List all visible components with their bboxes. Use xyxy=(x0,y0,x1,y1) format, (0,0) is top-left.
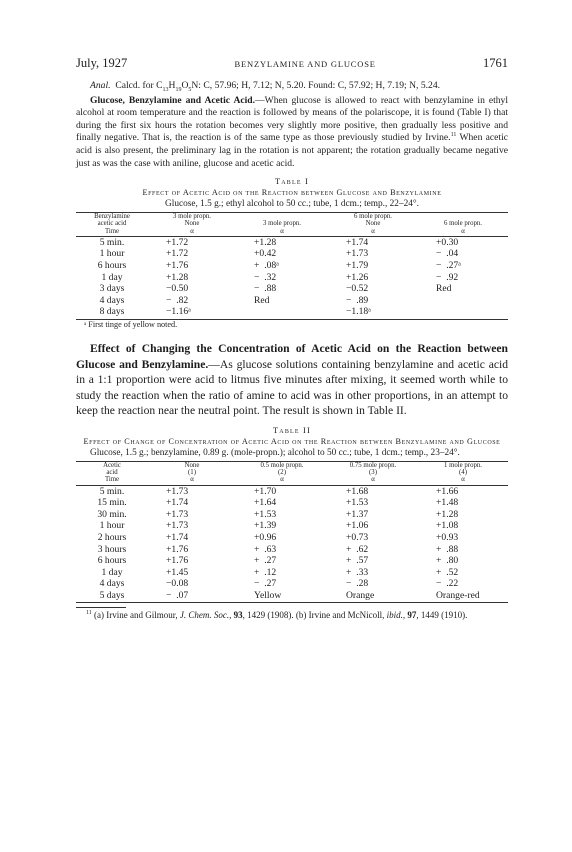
analysis-label: Anal. xyxy=(90,80,111,91)
formula-sub: 19 xyxy=(175,86,182,93)
formula-h: H xyxy=(168,80,176,91)
table2-label: Table II xyxy=(272,425,312,435)
formula-n: N: xyxy=(191,80,201,91)
rotation-cell: Yellow xyxy=(254,590,282,602)
rotation-cell: +1.68 xyxy=(346,485,369,497)
rotation-cell: −0.52 xyxy=(346,283,369,295)
table2-col-header: Acetic acid Time xyxy=(103,462,121,484)
rotation-cell: +1.37 xyxy=(346,508,369,520)
table1-col-header: 6 mole propn. α xyxy=(444,220,482,235)
footnote xyxy=(76,610,508,621)
rotation-cell: −1.18ᵃ xyxy=(346,306,371,318)
formula-sub: 13 xyxy=(162,86,169,93)
table1-conditions: Glucose, 1.5 g.; ethyl alcohol to 50 cc.; tube, 1 dcm.; temp., 22–24°. xyxy=(165,198,419,209)
header-title: BENZYLAMINE AND GLUCOSE xyxy=(234,59,376,69)
rotation-cell: +1.79 xyxy=(346,260,369,272)
rotation-cell: +1.06 xyxy=(346,520,369,532)
time-cell: 8 days xyxy=(99,306,125,318)
rotation-cell: + .27 xyxy=(254,555,277,567)
time-cell: 6 hours xyxy=(97,555,127,567)
rotation-cell: − .27ᵃ xyxy=(436,260,461,272)
table1-row xyxy=(76,260,508,272)
rotation-cell: +1.28 xyxy=(436,508,459,520)
rotation-cell: − .28 xyxy=(346,578,369,590)
rotation-cell: Red xyxy=(254,294,270,306)
table1-col-header: 3 mole propn. α xyxy=(263,220,301,235)
table2-row xyxy=(76,590,508,602)
rotation-cell: +1.76 xyxy=(166,555,189,567)
table2-row xyxy=(76,544,508,556)
section1-heading: Glucose, Benzylamine and Acetic Acid. xyxy=(90,94,256,106)
header-date: July, 1927 xyxy=(76,56,128,70)
time-cell: 1 hour xyxy=(99,248,125,260)
table1-col-header: Benzylamine acetic acid Time xyxy=(94,213,130,235)
footnote-volume: 97 xyxy=(407,609,417,620)
rotation-cell: +0.96 xyxy=(254,532,277,544)
journal-page xyxy=(76,56,508,621)
rotation-cell: + .88 xyxy=(436,543,459,555)
footnote-text: (a) Irvine and Gilmour, xyxy=(91,609,180,620)
rotation-cell: Red xyxy=(436,283,452,295)
footnote-ref: 11 xyxy=(450,132,457,139)
rotation-cell: + .33 xyxy=(346,566,369,578)
table1-row xyxy=(76,295,508,307)
rotation-cell: − .89 xyxy=(346,294,369,306)
table1-row xyxy=(76,236,508,248)
rotation-cell: +0.30 xyxy=(436,236,459,248)
rotation-cell: − .88 xyxy=(254,283,277,295)
table2 xyxy=(76,461,508,603)
table2-row xyxy=(76,532,508,544)
table1-row xyxy=(76,272,508,284)
footnote-journal: J. Chem. Soc. xyxy=(179,609,230,620)
footnote-text: , xyxy=(402,609,408,620)
table2-row xyxy=(76,520,508,532)
time-cell: 6 hours xyxy=(97,260,127,272)
time-cell: 5 days xyxy=(99,590,125,602)
table2-conditions: Glucose, 1.5 g.; benzylamine, 0.89 g. (mole-propn.); alcohol to 50 cc.; tube, 1 dcm.; temp., 23–24°. xyxy=(90,447,460,458)
footnote-number: 11 xyxy=(86,609,92,616)
rotation-cell: +1.53 xyxy=(254,508,277,520)
table2-col-header: None (1) α xyxy=(184,462,200,484)
table2-row xyxy=(76,567,508,579)
rotation-cell: +1.76 xyxy=(166,260,189,272)
table1-label: Table I xyxy=(274,177,310,187)
table2-col-header: 0.5 mole propn. (2) α xyxy=(260,462,304,484)
analysis-line xyxy=(76,80,508,93)
rotation-cell: +1.74 xyxy=(166,497,189,509)
footnote-ibid: ibid. xyxy=(386,609,403,620)
rotation-cell: +1.45 xyxy=(166,566,189,578)
rotation-cell: +1.72 xyxy=(166,236,189,248)
rotation-cell: + .08ᵃ xyxy=(254,260,279,272)
rotation-cell: +0.73 xyxy=(346,532,369,544)
rotation-cell xyxy=(418,306,508,318)
section2-heading: Effect of Changing the Concentration of Acetic Acid on the Reaction between Glucose and Benzylamine. xyxy=(76,342,508,371)
rotation-cell: − .07 xyxy=(166,590,189,602)
time-cell: 2 hours xyxy=(97,532,127,544)
running-header xyxy=(76,56,508,71)
analysis-calcd: Calcd. for C xyxy=(115,80,163,91)
rotation-cell: − .82 xyxy=(166,294,189,306)
rotation-cell: +1.28 xyxy=(166,271,189,283)
footnote-divider xyxy=(76,607,126,608)
rotation-cell: + .62 xyxy=(346,543,369,555)
analysis-values: C, 57.96; H, 7.12; N, 5.20. Found: C, 57.92; H, 7.19; N, 5.24. xyxy=(203,80,441,91)
time-cell: 3 hours xyxy=(97,543,127,555)
section2 xyxy=(76,341,508,419)
rotation-cell: + .52 xyxy=(436,566,459,578)
footnote-text: , 1449 (1910). xyxy=(416,609,468,620)
time-cell: 4 days xyxy=(99,294,125,306)
rotation-cell: +1.39 xyxy=(254,520,277,532)
rotation-cell: +1.48 xyxy=(436,497,459,509)
rotation-cell: + .12 xyxy=(254,566,277,578)
rotation-cell: +1.64 xyxy=(254,497,277,509)
table1-note: ᵃ First tinge of yellow noted. xyxy=(76,319,508,329)
rotation-cell: − .27 xyxy=(254,578,277,590)
time-cell: 1 day xyxy=(101,271,123,283)
table2-col-header: 1 mole propn. (4) α xyxy=(444,462,482,484)
rotation-cell: +1.08 xyxy=(436,520,459,532)
table1 xyxy=(76,212,508,318)
time-cell: 1 hour xyxy=(99,520,125,532)
table1-body xyxy=(76,236,508,318)
rotation-cell: + .80 xyxy=(436,555,459,567)
rotation-cell: +1.26 xyxy=(346,271,369,283)
rotation-cell: −1.16ᵃ xyxy=(166,306,191,318)
rotation-cell xyxy=(418,295,508,307)
rotation-cell: +1.53 xyxy=(346,497,369,509)
rotation-cell: Orange xyxy=(346,590,375,602)
time-cell: 5 min. xyxy=(99,236,125,248)
rotation-cell: +1.76 xyxy=(166,543,189,555)
table2-row xyxy=(76,578,508,590)
table1-row xyxy=(76,248,508,260)
section2-paragraph xyxy=(76,341,508,419)
rotation-cell: +1.73 xyxy=(166,485,189,497)
time-cell: 4 days xyxy=(99,578,125,590)
table1-row xyxy=(76,283,508,295)
rotation-cell: +0.93 xyxy=(436,532,459,544)
table2-row xyxy=(76,485,508,497)
section1-text-b: When acetic acid is also present, the preliminary lag in the rotation is not apparent; the rotation gradually became negative just as was the case with aniline, glucose and acetic acid. xyxy=(76,132,508,169)
time-cell: 15 min. xyxy=(97,497,127,509)
rotation-cell: − .22 xyxy=(436,578,459,590)
formula-o: O xyxy=(181,80,189,91)
footnote-text: , xyxy=(229,609,234,620)
rotation-cell: +1.72 xyxy=(166,248,189,260)
table2-row xyxy=(76,509,508,521)
time-cell: 5 min. xyxy=(99,485,125,497)
table1-col-header: 6 mole propn. None α xyxy=(354,213,392,235)
section1-paragraph xyxy=(76,95,508,171)
table2-caption: Effect of Change of Concentration of Acetic Acid on the Reaction between Benzylamine and Glucose xyxy=(83,436,501,446)
rotation-cell: + .57 xyxy=(346,555,369,567)
rotation-cell: +1.73 xyxy=(166,520,189,532)
footnote-volume: 93 xyxy=(233,609,243,620)
time-cell: 3 days xyxy=(99,283,125,295)
rotation-cell: + .63 xyxy=(254,543,277,555)
rotation-cell: +1.74 xyxy=(346,236,369,248)
time-cell: 1 day xyxy=(101,566,123,578)
table1-caption: Effect of Acetic Acid on the Reaction between Glucose and Benzylamine xyxy=(142,188,442,198)
rotation-cell: +1.73 xyxy=(346,248,369,260)
header-page-number: 1761 xyxy=(483,56,508,70)
footnote-text: , 1429 (1908). (b) Irvine and McNicoll, xyxy=(242,609,387,620)
rotation-cell: − .32 xyxy=(254,271,277,283)
time-cell: 30 min. xyxy=(97,508,127,520)
rotation-cell: +1.70 xyxy=(254,485,277,497)
rotation-cell: −0.50 xyxy=(166,283,189,295)
rotation-cell: Orange-red xyxy=(436,590,480,602)
rotation-cell xyxy=(236,306,328,318)
section1-text-a: —When glucose is allowed to react with benzylamine in ethyl alcohol at room temperature and the reaction is followed by means of the polariscope, it is found (Table I) that during the first six hours the rotation becomes very slightly more positive, then gradually less positive and finally negative. That is, the reaction is of the same type as those previously studied by Irvine. xyxy=(76,94,508,144)
rotation-cell: − .92 xyxy=(436,271,459,283)
table2-row xyxy=(76,497,508,509)
table1-row xyxy=(76,306,508,318)
rotation-cell: +0.42 xyxy=(254,248,277,260)
table2-body xyxy=(76,485,508,602)
rotation-cell: +1.74 xyxy=(166,532,189,544)
table1-col-header: 3 mole propn. None α xyxy=(173,213,211,235)
table2-col-header: 0.75 mole propn. (3) α xyxy=(349,462,397,484)
rotation-cell: +1.73 xyxy=(166,508,189,520)
rotation-cell: +1.66 xyxy=(436,485,459,497)
table2-row xyxy=(76,555,508,567)
formula-sub: 5 xyxy=(188,86,192,93)
rotation-cell: +1.28 xyxy=(254,236,277,248)
rotation-cell: −0.08 xyxy=(166,578,189,590)
rotation-cell: − .04 xyxy=(436,248,459,260)
section2-text: —As glucose solutions containing benzylamine and acetic acid in a 1:1 proportion were acid to litmus five minutes after mixing, it seemed worth while to study the reaction when the ratio of amine to acid was in other proportions, in an attempt to keep the reaction near the neutral point. The result is shown in Table II. xyxy=(76,357,509,418)
